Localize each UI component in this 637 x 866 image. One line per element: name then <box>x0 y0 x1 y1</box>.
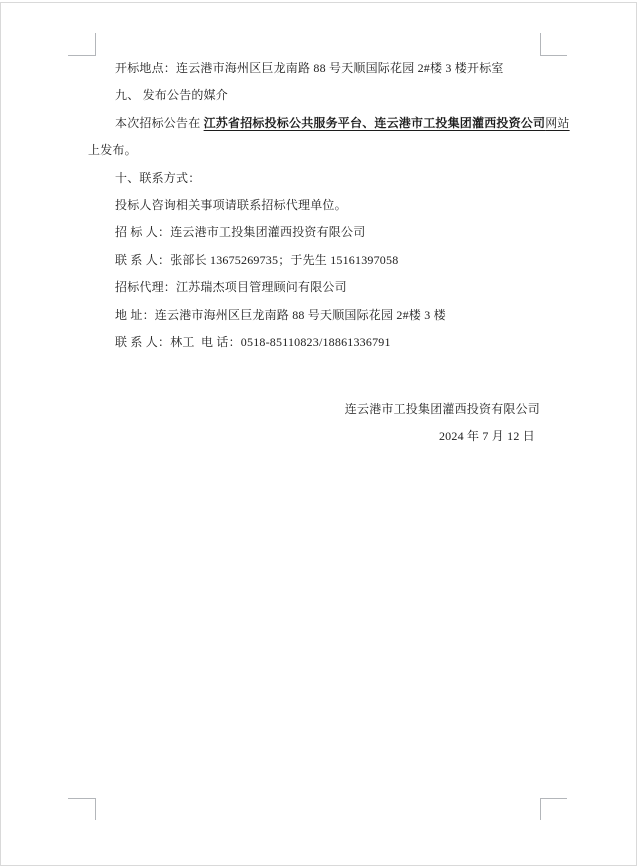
line-agency: 招标代理：江苏瑞杰项目管理顾问有限公司 <box>115 280 347 295</box>
signature-date: 2024 年 7 月 12 日 <box>438 429 535 444</box>
heading-section-9: 九、 发布公告的媒介 <box>115 88 229 103</box>
page-edge-left <box>0 2 1 866</box>
line-agency-contact: 联 系 人：林工 电 话：0518-85110823/18861336791 <box>115 334 391 349</box>
line-announcement-continuation: 上发布。 <box>88 143 137 158</box>
line-agency-address: 地 址：连云港市海州区巨龙南路 88 号天顺国际花园 2#楼 3 楼 <box>115 307 446 322</box>
crop-mark-top-left-icon <box>68 33 96 56</box>
announcement-platforms: 江苏省招标投标公共服务平台、连云港市工投集团灌西投资公司 <box>203 115 546 130</box>
crop-mark-top-right-icon <box>540 33 567 56</box>
signature-block <box>88 396 545 451</box>
announcement-prefix: 本次招标公告在 <box>115 115 204 130</box>
line-bid-opening-location: 开标地点：连云港市海州区巨龙南路 88 号天顺国际花园 2#楼 3 楼开标室 <box>115 61 504 75</box>
line-tenderer: 招 标 人：连云港市工投集团灌西投资有限公司 <box>115 225 366 240</box>
line-contact-note: 投标人咨询相关事项请联系招标代理单位。 <box>115 197 347 212</box>
line-contact-persons: 联 系 人：张部长 13675269735；于先生 15161397058 <box>115 252 399 267</box>
page-edge-top <box>0 2 637 3</box>
announcement-website-suffix: 网站 <box>545 115 570 130</box>
crop-mark-bottom-right-icon <box>540 798 567 820</box>
line-announcement-media <box>88 110 570 137</box>
heading-section-10: 十、联系方式： <box>115 170 201 185</box>
document-body <box>88 55 570 356</box>
signature-company: 连云港市工投集团灌西投资有限公司 <box>344 402 540 416</box>
crop-mark-bottom-left-icon <box>68 798 96 820</box>
